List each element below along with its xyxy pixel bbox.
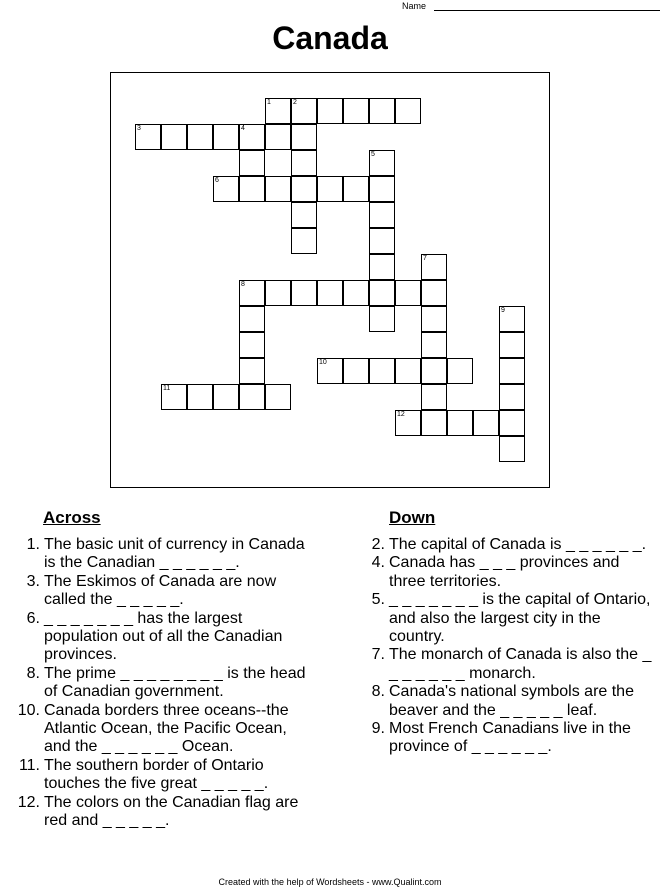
grid-cell[interactable] — [343, 98, 369, 124]
grid-cell[interactable] — [265, 176, 291, 202]
grid-cell[interactable] — [161, 124, 187, 150]
clue-text: The monarch of Canada is also the _ _ _ _ _ _ _ monarch. — [389, 646, 652, 682]
grid-cell[interactable] — [187, 384, 213, 410]
clue-text: The prime _ _ _ _ _ _ _ _ is the head of Canadian government. — [44, 664, 306, 701]
grid-cell[interactable] — [317, 280, 343, 306]
grid-cell[interactable] — [239, 384, 265, 410]
clue-number: 7. — [371, 646, 385, 664]
clue-down-8 — [355, 683, 660, 720]
grid-cell[interactable] — [291, 176, 317, 202]
grid-cell[interactable] — [291, 202, 317, 228]
grid-cell[interactable] — [317, 176, 343, 202]
grid-cell[interactable] — [343, 358, 369, 384]
grid-cell[interactable] — [499, 332, 525, 358]
grid-number-2: 2 — [293, 99, 297, 106]
grid-cell[interactable] — [421, 332, 447, 358]
grid-cell[interactable] — [265, 384, 291, 410]
grid-cell[interactable] — [421, 410, 447, 436]
clue-number: 6. — [26, 609, 40, 627]
clue-text: Most French Canadians live in the province of _ _ _ _ _ _. — [389, 720, 631, 756]
grid-number-8: 8 — [241, 281, 245, 288]
grid-cell[interactable] — [421, 358, 447, 384]
grid-cell[interactable] — [395, 280, 421, 306]
grid-cell[interactable] — [239, 358, 265, 384]
across-clues — [10, 536, 310, 831]
name-label: Name — [402, 1, 427, 11]
across-heading: Across — [43, 508, 101, 527]
clue-across-8 — [10, 665, 310, 702]
grid-cell[interactable] — [447, 410, 473, 436]
clue-text: The southern border of Ontario touches the five great _ _ _ _ _. — [44, 756, 269, 793]
grid-cell[interactable] — [369, 228, 395, 254]
grid-cell[interactable] — [317, 98, 343, 124]
grid-cell[interactable] — [369, 280, 395, 306]
clue-down-9 — [355, 720, 660, 757]
grid-cell[interactable] — [291, 150, 317, 176]
grid-cell[interactable] — [343, 176, 369, 202]
grid-cell[interactable] — [369, 202, 395, 228]
page-title: Canada — [272, 20, 388, 56]
grid-cell[interactable] — [291, 124, 317, 150]
grid-cell[interactable] — [343, 280, 369, 306]
grid-cell[interactable] — [265, 280, 291, 306]
clue-text: The Eskimos of Canada are now called the _ _ _ _ _. — [44, 572, 277, 609]
grid-cell[interactable] — [499, 410, 525, 436]
grid-cell[interactable] — [369, 254, 395, 280]
grid-cell[interactable] — [421, 384, 447, 410]
clue-number: 8. — [26, 664, 40, 682]
grid-number-7: 7 — [423, 255, 427, 262]
clue-number: 2. — [371, 536, 385, 553]
clue-across-10 — [10, 702, 310, 757]
grid-cell[interactable] — [421, 280, 447, 306]
grid-cell[interactable] — [421, 306, 447, 332]
clue-across-12 — [10, 794, 310, 831]
clue-down-2 — [355, 536, 660, 554]
grid-cell[interactable] — [447, 358, 473, 384]
grid-number-12: 12 — [397, 411, 405, 418]
clue-number: 5. — [371, 591, 385, 609]
clue-number: 12. — [17, 793, 40, 811]
grid-number-11: 11 — [163, 385, 171, 392]
grid-cell[interactable] — [213, 124, 239, 150]
clue-down-5 — [355, 591, 660, 646]
clue-across-6 — [10, 610, 310, 665]
down-clues — [355, 536, 660, 757]
grid-cell[interactable] — [239, 150, 265, 176]
grid-cell[interactable] — [213, 384, 239, 410]
grid-cell[interactable] — [395, 358, 421, 384]
clue-text: _ _ _ _ _ _ _ is the capital of Ontario, and also the largest city in the country. — [389, 591, 651, 646]
clue-number: 10. — [17, 701, 40, 719]
clue-text: The colors on the Canadian flag are red and _ _ _ _ _. — [44, 793, 299, 830]
clue-across-1 — [10, 536, 310, 573]
grid-cell[interactable] — [395, 98, 421, 124]
grid-number-5: 5 — [371, 151, 375, 158]
grid-cell[interactable] — [473, 410, 499, 436]
clue-text: _ _ _ _ _ _ _ has the largest population out of all the Canadian provinces. — [44, 609, 283, 664]
grid-cell[interactable] — [369, 176, 395, 202]
clue-down-4 — [355, 554, 660, 591]
clue-across-3 — [10, 573, 310, 610]
grid-cell[interactable] — [291, 280, 317, 306]
clue-number: 4. — [371, 554, 385, 572]
grid-number-10: 10 — [319, 359, 327, 366]
clue-text: Canada has _ _ _ provinces and three territories. — [389, 554, 620, 590]
clue-text: The basic unit of currency in Canada is the Canadian _ _ _ _ _ _. — [44, 536, 305, 572]
clue-text: The capital of Canada is _ _ _ _ _ _. — [389, 536, 647, 553]
grid-number-1: 1 — [267, 99, 271, 106]
clue-text: Canada's national symbols are the beaver and the _ _ _ _ _ leaf. — [389, 683, 634, 719]
grid-cell[interactable] — [499, 436, 525, 462]
grid-cell[interactable] — [239, 176, 265, 202]
grid-cell[interactable] — [369, 358, 395, 384]
down-heading: Down — [389, 508, 436, 527]
grid-cell[interactable] — [499, 384, 525, 410]
grid-cell[interactable] — [265, 124, 291, 150]
grid-cell[interactable] — [187, 124, 213, 150]
clue-number: 1. — [26, 536, 40, 553]
grid-cell[interactable] — [239, 332, 265, 358]
clue-number: 8. — [371, 683, 385, 701]
grid-number-9: 9 — [501, 307, 505, 314]
grid-cell[interactable] — [499, 358, 525, 384]
clue-number: 11. — [18, 756, 40, 774]
name-line — [434, 10, 660, 11]
clue-text: Canada borders three oceans--the Atlantic Ocean, the Pacific Ocean, and the _ _ _ _ _ _ Ocean. — [44, 701, 289, 756]
grid-cell[interactable] — [239, 306, 265, 332]
footer-credit: Created with the help of Wordsheets - www.Qualint.com — [218, 877, 442, 887]
clue-number: 9. — [371, 720, 385, 738]
grid-number-6: 6 — [215, 177, 219, 184]
clue-down-7 — [355, 646, 660, 683]
clue-number: 3. — [26, 572, 40, 590]
grid-number-3: 3 — [137, 125, 141, 132]
clue-across-11 — [10, 757, 310, 794]
grid-number-4: 4 — [241, 125, 245, 132]
grid-cell[interactable] — [291, 228, 317, 254]
grid-cell[interactable] — [369, 98, 395, 124]
grid-cell[interactable] — [369, 306, 395, 332]
